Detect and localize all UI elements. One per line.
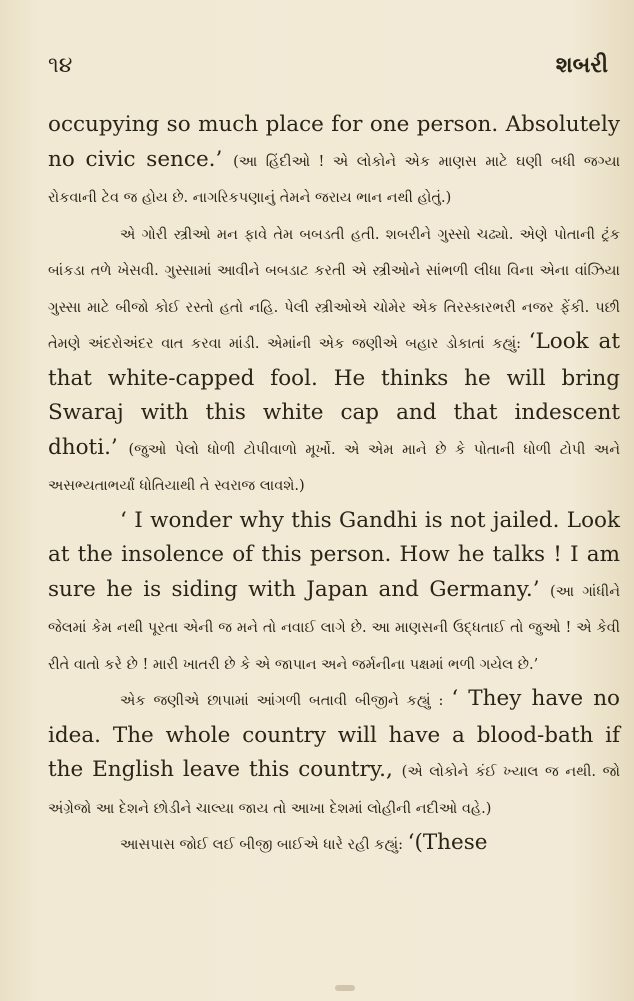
page-number: ૧૪: [48, 53, 73, 78]
english-text: occupying so much place for one person. Absolutely no civic sence.’: [48, 112, 620, 172]
paragraph-3: [48, 504, 620, 683]
paragraph-1: [48, 108, 620, 216]
page-header: [48, 52, 608, 78]
gujarati-narration: આસપાસ જોઈ લઈ બીજી બાઈએ ધારે રહી કહ્યું:: [120, 837, 408, 853]
page-body: [48, 108, 620, 863]
english-text: ‘Look at that white-capped fool. He thinks he will bring Swaraj with this white cap and that indescent dhoti.’: [48, 329, 621, 460]
gujarati-translation: (એ લોકોને કંઈ ખ્યાલ જ નથી. જો અંગ્રેજો આ દેશને છોડીને ચાલ્યા જાય તો આખા દેશમાં લોહીની નદીઓ વહે.): [48, 764, 620, 817]
gujarati-narration: એક જણીએ છાપામાં આંગળી બતાવી બીજીને કહ્યું :: [120, 693, 452, 709]
english-text: ‘(These: [407, 830, 488, 855]
paragraph-4: [48, 682, 620, 826]
english-text: ‘ I wonder why this Gandhi is not jailed. Look at the insolence of this person. How he talks ! I am sure he is siding with Japan and Germany.’: [48, 507, 620, 602]
gujarati-narration: એ ગોરી સ્ત્રીઓ મન ફાવે તેમ બબડતી હતી. શબરીને ગુસ્સો ચઢ્યો. એણે પોતાની ટ્રંક બાંકડા તળે ખેસવી. ગુસ્સામાં આવીને બબડાટ કરતી એ સ્ત્રીઓને સાંભળી લીધા વિના એના વાંઝિયા ગુસ્સા માટે બીજો કોઈ રસ્તો હતો નહિ. પેલી સ્ત્રીઓએ ચોમેર એક તિરસ્કારભરી નજર ફેંકી. પછી તેમણે અંદરોઅંદર વાત કરવા માંડી. એમાંની એક જણીએ બહાર ડોકાતાં કહ્યું:: [48, 226, 620, 352]
gujarati-translation: (જુઓ પેલો ધોળી ટોપીવાળો મૂર્ખો. એ એમ માને છે કે પોતાની ધોળી ટોપી અને અસભ્યતાભર્યાં ધોતિયાથી તે સ્વરાજ લાવશે.): [48, 441, 620, 494]
paragraph-5: [48, 826, 620, 863]
gujarati-translation: (આ ગાંધીને જેલમાં કેમ નથી પૂરતા એની જ મને તો નવાઈ લાગે છે. આ માણસની ઉદ્ધતાઈ તો જુઓ ! એ કેવી રીતે વાતો કરે છે ! મારી ખાતરી છે કે એ જાપાન અને જર્મનીના પક્ષમાં ભળી ગયેલ છે.’: [48, 583, 620, 673]
english-text: ‘ They have no idea. The whole country will have a blood-bath if the English leave this country.,: [48, 686, 620, 782]
gujarati-translation: (આ હિંદીઓ ! એ લોકોને એક માણસ માટે ઘણી બધી જગ્યા રોકવાની ટેવ જ હોય છે. નાગરિકપણાનું તેમને જરાય ભાન નથી હોતું.): [48, 153, 620, 206]
ink-smudge: [335, 985, 355, 991]
running-title: શબરી: [555, 52, 608, 78]
paragraph-2: [48, 216, 620, 504]
